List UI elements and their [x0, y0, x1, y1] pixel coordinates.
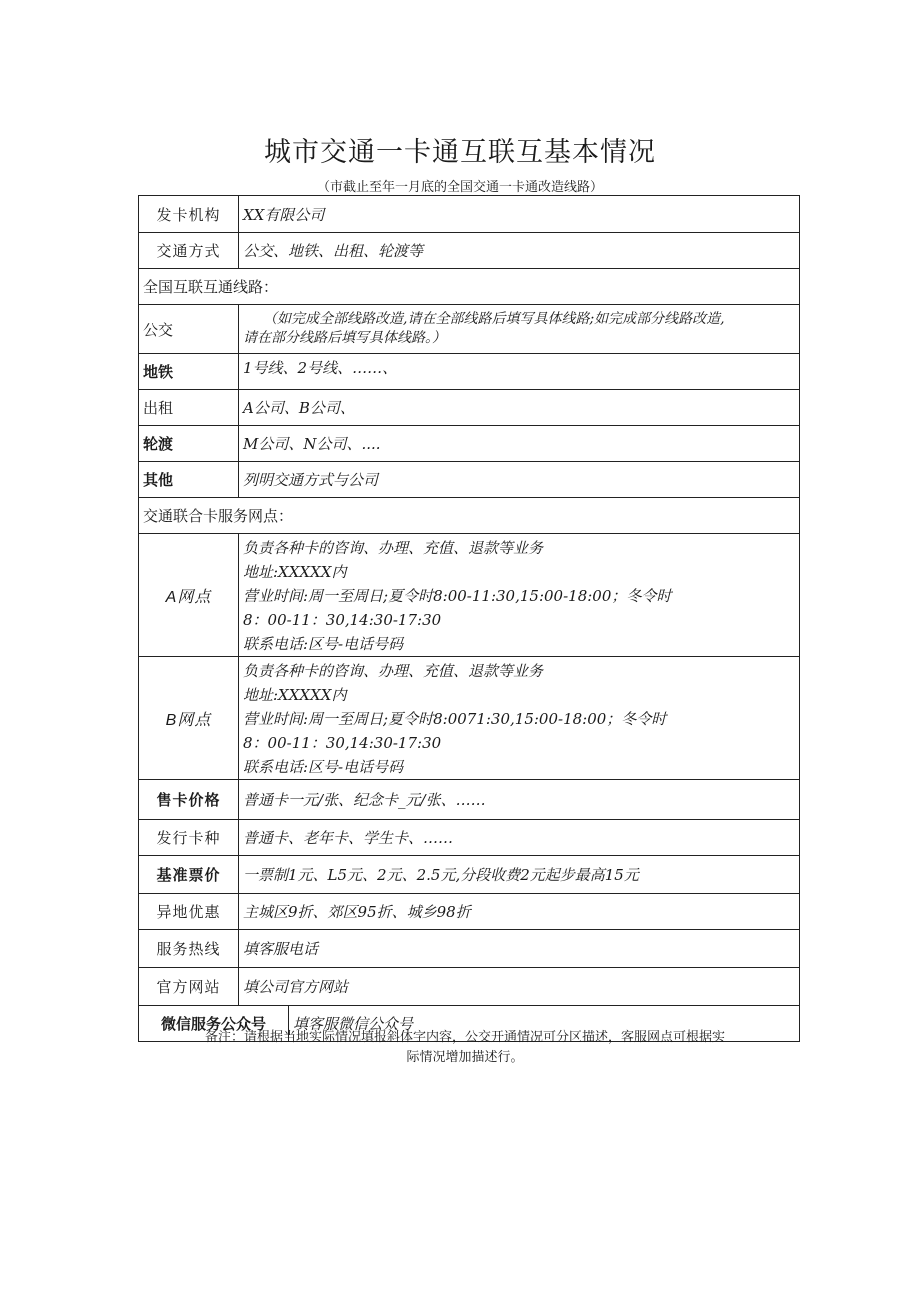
row-card-price — [139, 780, 800, 820]
transport-modes-value: 公交、地铁、出租、轮渡等 — [239, 233, 800, 269]
row-transport-modes — [139, 233, 800, 269]
metro-value: 1号线、2号线、……、 — [239, 354, 800, 390]
metro-label: 地铁 — [139, 354, 239, 390]
other-label: 其他 — [139, 462, 239, 498]
bus-note-line1: （如完成全部线路改造,请在全部线路后填写具体线路;如完成部分线路改造, — [263, 311, 725, 327]
issuer-value: XX有限公司 — [239, 196, 800, 233]
taxi-label: 出租 — [139, 390, 239, 426]
outlet-b-line5: 联系电话:区号-电话号码 — [243, 758, 404, 776]
lines-header: 全国互联互通线路： — [139, 269, 800, 305]
document-title: 城市交通一卡通互联互基本情况 — [264, 137, 656, 168]
outlets-header: 交通联合卡服务网点： — [139, 498, 800, 534]
base-fare-label: 基准票价 — [139, 856, 239, 894]
outlet-a-line4: 8：00-11：30,14:30-17:30 — [243, 611, 442, 629]
wechat-label: 微信服务公众号 — [139, 1006, 289, 1042]
row-outlet-b — [139, 657, 800, 780]
outlet-b-name-text: B网点 — [165, 711, 212, 729]
row-taxi — [139, 390, 800, 426]
row-ferry — [139, 426, 800, 462]
card-types-label: 发行卡种 — [139, 820, 239, 856]
bus-label: 公交 — [139, 305, 239, 354]
row-outlet-a — [139, 534, 800, 657]
info-table — [138, 195, 800, 1042]
outlet-a-line1: 负责各种卡的咨询、办理、充值、退款等业务 — [243, 539, 544, 557]
wechat-value: 填客服微信公众号 — [289, 1006, 800, 1042]
row-metro — [139, 354, 800, 390]
row-lines-header — [139, 269, 800, 305]
discount-value: 主城区9折、郊区95折、城乡98折 — [239, 894, 800, 930]
card-price-label: 售卡价格 — [139, 780, 239, 820]
base-fare-value: 一票制1元、L5元、2元、2.5元,分段收费2元起步最高15元 — [239, 856, 800, 894]
discount-label: 异地优惠 — [139, 894, 239, 930]
row-other — [139, 462, 800, 498]
card-price-value: 普通卡一元/张、纪念卡_元/张、…… — [239, 780, 800, 820]
row-base-fare — [139, 856, 800, 894]
outlet-b-line1: 负责各种卡的咨询、办理、充值、退款等业务 — [243, 662, 544, 680]
document-subtitle: （市截止至年一月底的全国交通一卡通改造线路） — [316, 180, 603, 195]
row-outlets-header — [139, 498, 800, 534]
transport-modes-label: 交通方式 — [139, 233, 239, 269]
row-hotline — [139, 930, 800, 968]
outlet-a-name — [139, 534, 239, 657]
row-discount — [139, 894, 800, 930]
outlet-b-line4: 8：00-11：30,14:30-17:30 — [243, 734, 442, 752]
outlet-b-line3: 营业时间:周一至周日;夏令时8:0071:30,15:00-18:00；冬令时 — [243, 710, 667, 728]
ferry-value: M公司、N公司、.... — [239, 426, 800, 462]
website-label: 官方网站 — [139, 968, 239, 1006]
remark-note — [150, 1028, 780, 1068]
website-value: 填公司官方网站 — [239, 968, 800, 1006]
outlet-a-name-text: A网点 — [165, 588, 212, 606]
ferry-label: 轮渡 — [139, 426, 239, 462]
outlet-a-line3: 营业时间:周一至周日;夏令时8:00-11:30,15:00-18:00；冬令时 — [243, 587, 672, 605]
remark-line1: 备注：请根据当地实际情况填报斜体字内容，公交开通情况可分区描述，客服网点可根据实 — [204, 1030, 725, 1045]
other-value: 列明交通方式与公司 — [239, 462, 800, 498]
hotline-label: 服务热线 — [139, 930, 239, 968]
taxi-value: A公司、B公司、 — [239, 390, 800, 426]
row-issuer — [139, 196, 800, 233]
row-bus — [139, 305, 800, 354]
hotline-value: 填客服电话 — [239, 930, 800, 968]
remark-line2: 际情况增加描述行。 — [406, 1050, 524, 1065]
bus-note — [239, 305, 800, 354]
outlet-a-line5: 联系电话:区号-电话号码 — [243, 635, 404, 653]
issuer-label: 发卡机构 — [139, 196, 239, 233]
outlet-b-details — [239, 657, 800, 780]
outlet-a-details — [239, 534, 800, 657]
outlet-b-name — [139, 657, 239, 780]
row-website — [139, 968, 800, 1006]
card-types-value: 普通卡、老年卡、学生卡、…… — [239, 820, 800, 856]
bus-note-line2: 请在部分线路后填写具体线路。） — [243, 330, 446, 346]
outlet-b-line2: 地址:XXXXX内 — [243, 686, 347, 704]
row-card-types — [139, 820, 800, 856]
outlet-a-line2: 地址:XXXXX内 — [243, 563, 347, 581]
